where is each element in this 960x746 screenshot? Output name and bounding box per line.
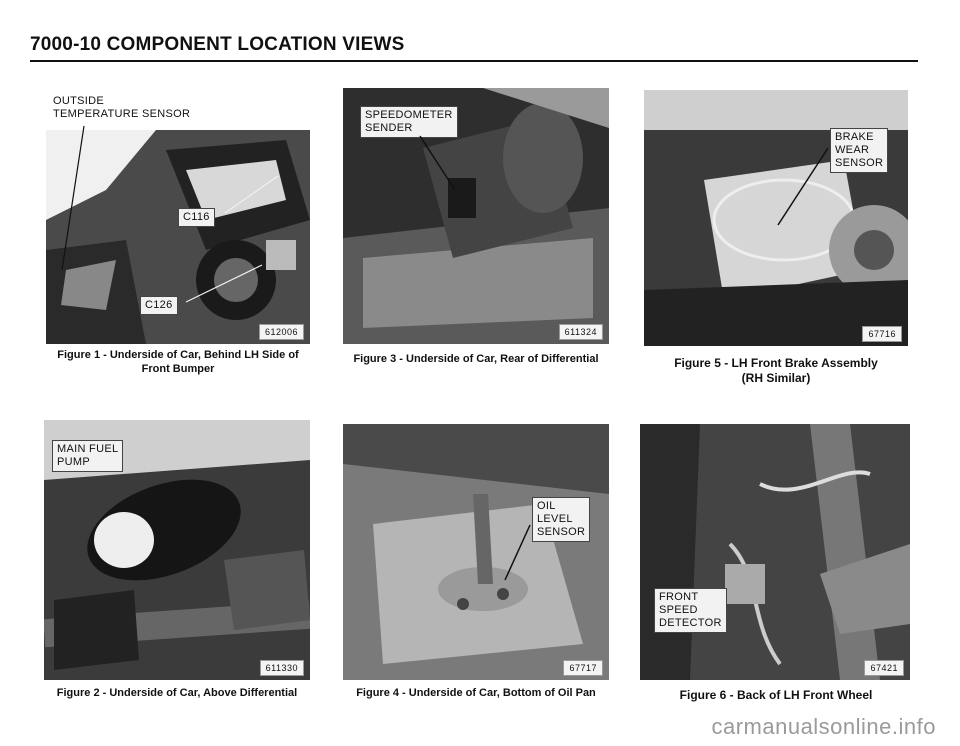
figure-1-photo: [46, 130, 310, 344]
caption-line: Figure 1 - Underside of Car, Behind LH Side of: [57, 349, 299, 361]
photo-id: 67716: [862, 326, 902, 342]
watermark: carmanualsonline.info: [711, 714, 936, 739]
photo-id: 612006: [259, 324, 304, 340]
figure-6-caption: [636, 688, 916, 703]
callout-main-fuel-pump: MAIN FUEL PUMP: [52, 440, 123, 472]
caption-line: Figure 3 - Underside of Car, Rear of Differential: [353, 353, 599, 365]
page-title: 7000-10 COMPONENT LOCATION VIEWS: [30, 34, 405, 55]
figure-2-caption: [36, 686, 318, 700]
callout-front-speed-detector: FRONT SPEED DETECTOR: [654, 588, 727, 633]
figure-4-caption: [330, 686, 622, 700]
caption-line: Figure 5 - LH Front Brake Assembly: [674, 356, 878, 370]
caption-line: Front Bumper: [141, 363, 215, 375]
caption-line: Figure 6 - Back of LH Front Wheel: [679, 688, 873, 702]
photo-id: 611330: [260, 660, 304, 676]
figure-1-caption: [42, 348, 314, 376]
title-rule: [30, 60, 918, 62]
callout-oil-level-sensor: OIL LEVEL SENSOR: [532, 497, 590, 542]
figure-6-photo: [640, 424, 910, 680]
figure-3-caption: [330, 352, 622, 366]
caption-line: Figure 4 - Underside of Car, Bottom of Oil Pan: [356, 687, 596, 699]
figure-4-photo: [343, 424, 609, 680]
callout-c126: C126: [140, 296, 178, 315]
caption-line: (RH Similar): [741, 371, 811, 385]
photo-id: 67717: [563, 660, 603, 676]
callout-c116: C116: [178, 208, 215, 227]
photo-id: 611324: [559, 324, 603, 340]
callout-brake-wear-sensor: BRAKE WEAR SENSOR: [830, 128, 888, 173]
figure-5-caption: [640, 356, 912, 386]
callout-outside-temperature-sensor: OUTSIDE TEMPERATURE SENSOR: [53, 95, 191, 120]
callout-speedometer-sender: SPEEDOMETER SENDER: [360, 106, 458, 138]
caption-line: Figure 2 - Underside of Car, Above Differential: [56, 687, 298, 699]
photo-id: 67421: [864, 660, 904, 676]
